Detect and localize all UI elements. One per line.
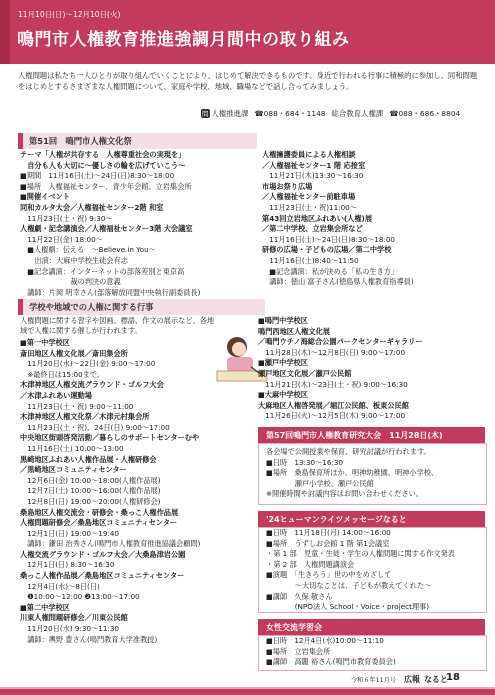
text-line: ■場所 うずしお会館 1 階 第1会議室	[266, 538, 390, 548]
text-line: ・第 2 部 人権問題講演会	[266, 559, 355, 569]
text-line: 11月28日(木)〜12月8日(日) 9:00〜17:00	[258, 347, 406, 357]
text-line: ■日時 11月18日(月) 14:00〜16:00	[266, 528, 391, 537]
text-line: ／黒崎地区コミュニティセンター	[20, 465, 127, 475]
text-line: 人権劇・記念講演会／人権福祉センター3階 大会議室	[20, 224, 193, 234]
text-line: 人権擁護委員による人権相談	[262, 150, 356, 159]
culture-fest-left-column	[20, 150, 260, 298]
date-range: 11月10日(日)〜12月10日(火)	[18, 10, 121, 19]
text-line: ❶10:00〜12:00 ❷13:00〜17:00	[20, 592, 140, 602]
text-line: ■第一中学校区	[20, 338, 70, 347]
text-line: 講師：輿野 豊さん(鳴門教育大学准教授)	[20, 634, 158, 644]
contact-tel-1: ☎088・684・1148	[254, 109, 326, 118]
text-line: ／木津ふれあい運動場	[20, 390, 92, 400]
text-line: 11月20日(水)〜22日(金) 9:00〜17:00	[20, 359, 156, 369]
text-line: 12月1日(日) 19:00〜19:40	[20, 528, 119, 538]
text-line: ・第 1 部 児童・生徒・学生の人権問題に関する作文発表	[266, 549, 455, 559]
text-line: ■記念講演：インターネットの部落差別と東京高	[20, 266, 185, 276]
text-line: ■場所 立岩集会所	[266, 646, 331, 656]
text-line: ■開催イベント	[20, 192, 70, 202]
text-line: 市場お祭り広場	[262, 181, 313, 191]
text-line: ■場所 桑島保育所ほか、明神幼稚園、明神小学校、	[266, 468, 439, 478]
publication-name: 広報	[403, 675, 420, 684]
text-line: 11月16日(土)8:40〜11:50	[262, 255, 359, 265]
text-line: 瀬戸小学校、瀬戸公民館	[266, 478, 374, 488]
text-line: ■演題 「生きろう」世の中をめざして	[266, 570, 392, 580]
question-badge: 問	[202, 110, 209, 118]
text-line: 中央地区街頭啓発活動／暮らしのサポートセンターむや	[20, 433, 200, 443]
text-line: 講師：徳山 富子さん(徳島県人権教育指導員)	[262, 277, 414, 287]
text-line: 講師：鎌田 治秀さん(鳴門市人権教育推進協議会顧問)	[20, 539, 201, 549]
contact-tel-2: ☎088・686・8804	[389, 109, 461, 118]
text-line: ■講師 高麗 裕さん(鳴門市教育委員会)	[266, 657, 396, 667]
text-line: 人権交流グラウンド・ゴルフ大会／大桑島津岩公園	[20, 549, 186, 559]
text-line: ■日時 12月4日(水)10:00〜11:10	[266, 636, 384, 645]
human-rights-message-body	[266, 528, 484, 613]
text-line: 11月20日(水) 9:30〜11:30	[20, 624, 119, 634]
text-line: 12月6日(金) 10:00〜18:00(人権作品展)	[20, 475, 161, 485]
text-line: ■記念講演：私が決める「私の生き方」	[262, 266, 399, 276]
text-line: ■講師 久保 敬さん	[266, 591, 333, 601]
text-line: ■日時 13:30〜16:30	[266, 457, 343, 467]
intro-text: 人権問題は私たち一人ひとりが取り組んでいくことにより、はじめて解決できるものです。身近で行われる行事に積極的に参加し、同和問題をはじめとするさまざまな人権問題について、家庭や学校、地域、職場などで話し合ってみましょう。	[18, 71, 478, 92]
text-line: ■人権劇：伝える 〜Believe in You〜	[20, 245, 156, 255]
research-conference-body	[266, 447, 484, 500]
section-heading-school-events: 学校や地域での人権に関する行事	[18, 299, 265, 315]
text-line: ／人権福祉センター前駐車場	[262, 192, 356, 202]
text-line: 大麻地区人権啓発展／堀江公民館、板東公民館	[258, 400, 409, 410]
culture-fest-right-column	[262, 150, 487, 288]
text-line: 裁の判決の意義	[20, 277, 121, 287]
text-line: ■鳴門中学校区	[258, 316, 308, 325]
text-line: 桑島地区人権交流会・研修会・桑っこ人権作品展	[20, 507, 179, 517]
text-line: ■期間 11月16日(土)〜24日(日)8:30〜18:00	[20, 171, 175, 181]
text-line: 11月23日(土・祝)、24日(日) 9:00〜17:00	[20, 422, 170, 432]
text-line: ／鳴門ウチノ海総合公園パークセンターギャラリー	[258, 337, 423, 347]
section-heading-culture-fest: 第51回 鳴門市人権文化祭	[18, 133, 257, 149]
contact-dept-1: 人権推進課	[211, 109, 249, 118]
school-events-intro: 人権問題に関する習字や図画、標語、作文の展示など、各地域で人権に関する催しが行われます。	[20, 316, 215, 336]
footer-rule	[0, 689, 495, 695]
school-events-right-column	[258, 316, 486, 422]
text-line: 11月22日(金) 18:00〜	[20, 234, 103, 244]
text-line: 各会場で公開授業や保育、研究討議が行われます。	[266, 447, 431, 456]
text-line: 12月8日(日) 19:00〜20:00(人権研修会)	[20, 496, 161, 506]
contact-dept-2: 総合教育人権課	[331, 109, 384, 118]
text-line: テーマ「人権が共存する 人権尊重社会の実現を」	[20, 150, 186, 159]
text-line: 11月21日(木)13:30〜16:30	[262, 171, 364, 181]
text-line: 第43回立岩地区ふれあい(人権)展	[262, 213, 373, 223]
text-line: 瀬戸地区文化展／瀬戸公民館	[258, 368, 352, 378]
text-line: 11月23日(土・祝)11:00〜	[262, 202, 357, 212]
women-study-heading: 女性交流学習会	[258, 619, 485, 636]
text-line: ■大麻中学校区	[258, 390, 308, 400]
text-line: 11月23日(土・祝) 9:00〜11:00	[20, 401, 134, 411]
issue-label: 令和６年11月号	[351, 677, 396, 684]
publication-info	[351, 674, 448, 685]
text-line: ※最終日は15:00まで。	[20, 369, 105, 379]
text-line: 〜大切なことは、子どもが教えてくれた〜	[266, 580, 432, 590]
text-line: 11月26日(火)〜12月5日(木) 9:00〜17:00	[258, 411, 406, 421]
text-line: 12月7日(土) 10:00〜16:00(人権作品展)	[20, 486, 161, 496]
contact-info	[195, 108, 460, 119]
text-line: ■第二中学校区	[20, 602, 70, 612]
research-conference-heading: 第57回鳴門市人権教育研究大会 11月28日(木)	[258, 427, 485, 444]
text-line: 桑っこ人権作品展／桑島地区コミュニティセンター	[20, 571, 185, 581]
page-number: 18	[446, 672, 460, 683]
text-line: 黒崎地区ふれあい人権作品展・人権研修会	[20, 454, 157, 464]
text-line: 12月1日(日) 8:30〜16:30	[20, 560, 115, 570]
text-line: 木津神地区人権交流グラウンド・ゴルフ大会	[20, 380, 164, 390]
text-line: 川東人権問題研修会／川東公民館	[20, 613, 128, 623]
text-line: 木津神地区人権文化祭／木津元村集会所	[20, 412, 150, 422]
text-line: 自分も人も大切に〜優しさの輪を広げていこう〜	[20, 160, 186, 170]
text-line: 同和カルタ大会／人権福祉センター2階 和室	[20, 202, 164, 212]
school-events-left-column	[20, 338, 270, 645]
text-line: 斎田地区人権文化展／斎田集会所	[20, 348, 128, 358]
text-line: 人権問題研修会／桑島地区コミュニティセンター	[20, 518, 178, 528]
text-line: 鳴門西地区人権文化展	[258, 326, 330, 336]
header-accent	[0, 0, 10, 64]
page-title: 鳴門市人権教育推進強調月間中の取り組み	[17, 30, 350, 50]
text-line: 研修の広場・子どもの広場／第二中学校	[262, 245, 392, 255]
text-line: 11月16日(土) 10:00〜13:00	[20, 443, 124, 453]
text-line: ■場所 人権福祉センター、青少年会館、立岩集会所	[20, 181, 192, 191]
text-line: ／第二中学校、立岩集会所など	[262, 224, 363, 234]
text-line: ■瀬戸中学校区	[258, 358, 308, 368]
publication-logo: なると	[423, 675, 448, 684]
text-line: 12月4日(水)〜8日(日)	[20, 581, 100, 591]
text-line: 11月23日(土・祝) 9:30〜	[20, 213, 113, 223]
text-line: ※開催時間や討議内容はお問い合わせください。	[266, 489, 423, 499]
text-line: (NPO法人 School・Voice・project理事)	[266, 602, 430, 612]
text-line: 出演：大麻中学校生徒会有志	[20, 255, 128, 265]
human-rights-message-heading: '24ヒューマンライツメッセージなると	[258, 511, 485, 528]
women-study-body	[266, 636, 484, 668]
text-line: ／人権福祉センター1 階 応接室	[262, 160, 366, 170]
text-line: 11月21日(木)〜23日(土・祝) 9:00〜16:30	[258, 379, 408, 389]
text-line: 講師：片岡 明幸さん(部落解放同盟中央執行副委員長)	[20, 287, 201, 297]
text-line: 11月16日(土)〜24日(日)8:30〜18:00	[262, 234, 396, 244]
